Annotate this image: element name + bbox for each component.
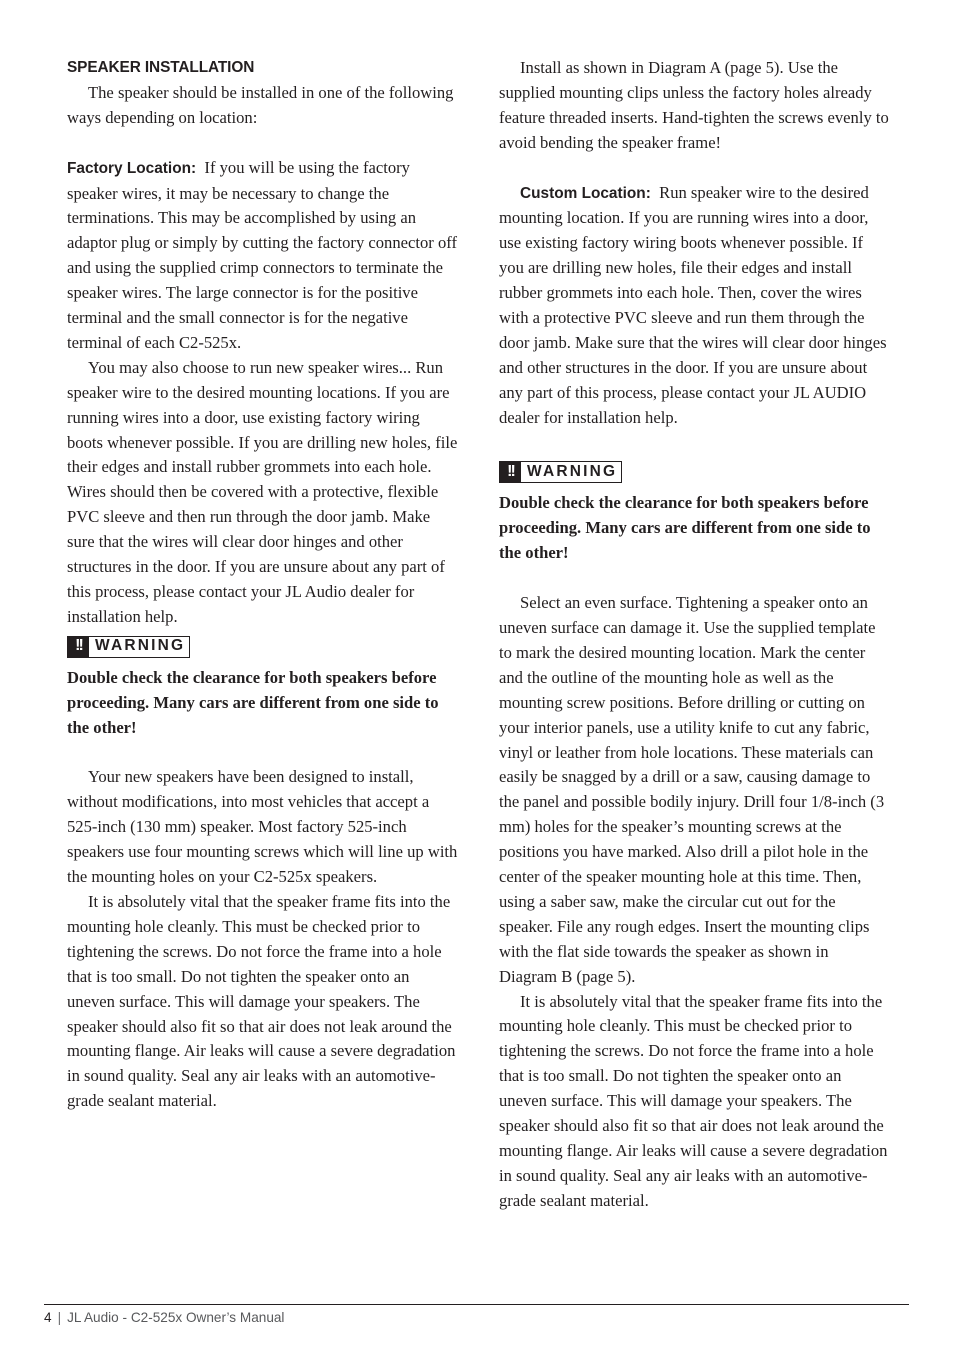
footer-divider	[44, 1304, 909, 1305]
page-footer	[44, 1310, 284, 1325]
warning-text: Double check the clearance for both speakers before proceeding. Many cars are different from one side to the other!	[67, 667, 439, 737]
vital-paragraph: It is absolutely vital that the speaker frame fits into the mounting hole cleanly. This must be checked prior to tightening the screws. Do not force the frame into a hole that is too small. Do not tighten the speaker onto an uneven surface. This will damage your speakers. The speaker should also fit so that air does not leak around the mounting flange. Air leaks will cause a severe degradation in sound quality. Seal any air leaks with an automotive-grade sealant material.	[499, 991, 888, 1210]
intro-paragraph: The speaker should be installed in one of the following ways depending on location:	[67, 82, 454, 127]
warning-text: Double check the clearance for both speakers before proceeding. Many cars are different from one side to the other!	[499, 493, 871, 563]
custom-location-text: Run speaker wire to the desired mounting location. If you are running wires into a door, use existing factory wiring boots whenever possible. If you are drilling new holes, file their edges and install rubber grommets into each hole. Then, cover the wires with a protective PVC sleeve and run them through the door jamb. Make sure that the wires will clear door hinges and other structures in the door. If you are unsure about any part of this process, please contact your JL AUDIO dealer for installation help.	[499, 182, 887, 427]
custom-location-paragraph	[499, 181, 889, 431]
factory-location-text: If you will be using the factory speaker wires, it may be necessary to change the terminations. This may be accomplished by using an adaptor plug or simply by cutting the factory connector off and using the supplied crimp connectors to terminate the speaker wires. The large connector is for the positive terminal and the small connector is for the negative terminal of each C2-525x.	[67, 157, 458, 352]
vital-paragraph: It is absolutely vital that the speaker frame fits into the mounting hole cleanly. This must be checked prior to tightening the screws. Do not force the frame into a hole that is too small. Do not tighten the speaker onto an uneven surface. This will damage your speakers. The speaker should also fit so that air does not leak around the mounting flange. Air leaks will cause a severe degradation in sound quality. Seal any air leaks with an automotive-grade sealant material.	[67, 891, 456, 1111]
factory-location-label: Factory Location:	[67, 159, 197, 177]
right-column	[499, 56, 889, 1214]
double-exclamation-icon: !!	[68, 637, 89, 657]
surface-paragraph: Select an even surface. Tightening a speaker onto an uneven surface can damage it. Use the supplied template to mark the desired mounting location. Mark the center and the outline of the mounting hole as well as the mounting screw positions. Before drilling or cutting on your interior panels, use a utility knife to cut any fabric, vinyl or leather from hole locations. These materials can easily be snagged by a drill or a saw, causing damage to the panel and possible bodily injury. Drill four 1/8-inch (3 mm) holes for the speaker’s mounting screws at the positions you have marked. Also drill a pilot hole in the center of the speaker mounting hole at this time. Then, using a saber saw, make the circular cut out for the speaker. File any rough edges. Insert the mounting clips with the flat side towards the speaker as shown in Diagram B (page 5).	[499, 593, 885, 986]
warning-box	[499, 461, 622, 483]
footer-separator: |	[57, 1310, 62, 1325]
page-number: 4	[44, 1310, 52, 1325]
install-paragraph: Install as shown in Diagram A (page 5). Use the supplied mounting clips unless the factory holes already feature threaded inserts. Hand-tighten the screws evenly to avoid bending the speaker frame!	[499, 58, 889, 152]
warning-box	[67, 636, 190, 658]
section-heading: SPEAKER INSTALLATION	[67, 59, 255, 76]
left-column	[67, 56, 459, 1114]
fit-paragraph: Your new speakers have been designed to install, without modifications, into most vehicles that accept a 525-inch (130 mm) speaker. Most factory 525-inch speakers use four mounting screws which will line up with the mounting holes on your C2-525x speakers.	[67, 767, 458, 887]
new-wires-paragraph: You may also choose to run new speaker wires... Run speaker wire to the desired mounting locations. If you are running wires into a door, use existing factory wiring boots whenever possible. If you are drilling new holes, file their edges and install rubber grommets into each hole. Wires should then be covered with a protective, flexible PVC sleeve and then run through the door jamb. Make sure that the wires will clear door hinges and other structures in the door. If you are unsure about any part of this process, please contact your JL Audio dealer for installation help.	[67, 357, 458, 626]
factory-location-paragraph	[67, 156, 459, 356]
warning-label: WARNING	[95, 637, 186, 655]
warning-label: WARNING	[527, 463, 618, 481]
custom-location-label: Custom Location:	[520, 184, 651, 202]
double-exclamation-icon: !!	[500, 462, 521, 482]
manual-title: JL Audio - C2-525x Owner’s Manual	[67, 1310, 285, 1325]
